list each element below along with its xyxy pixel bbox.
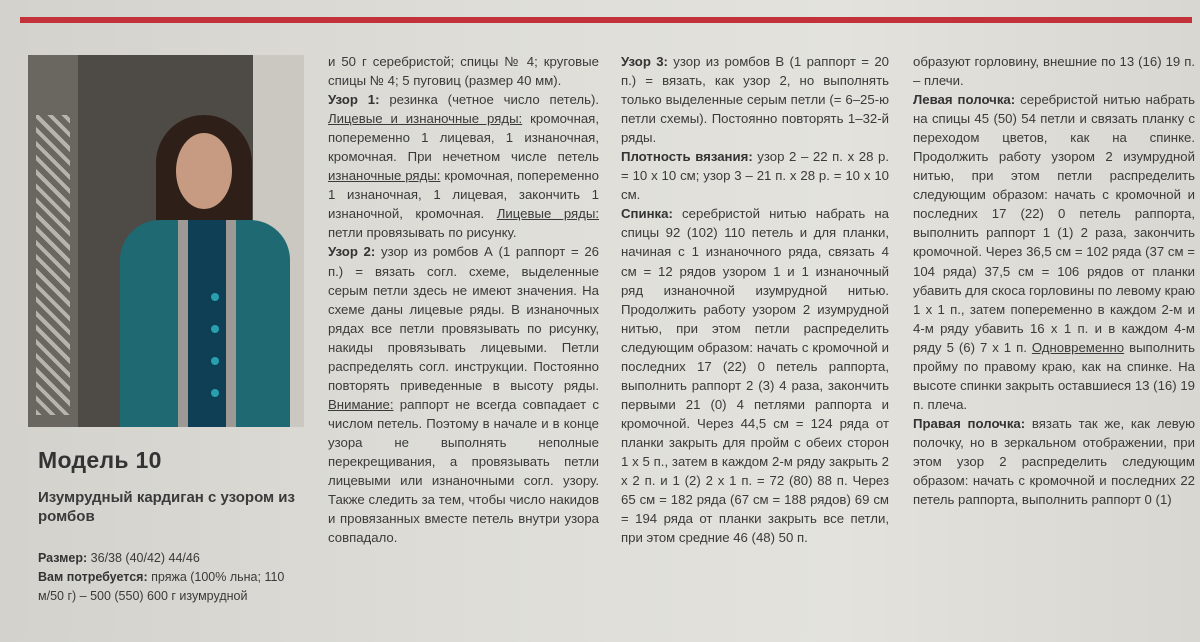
section-heading: Левая полочка:	[913, 92, 1016, 108]
section-heading: Узор 1:	[328, 92, 380, 108]
model-title: Модель 10	[38, 447, 162, 473]
text-column-3	[913, 52, 1195, 509]
size-value: 36/38 (40/42) 44/46	[90, 551, 200, 565]
materials-value: пряжа (100% льна; 110 м/50 г) – 500 (550) 600 г изумрудной	[38, 570, 285, 603]
size-line	[38, 549, 308, 568]
underlined-text: Лицевые и изнаночные ряды:	[328, 111, 523, 127]
materials-label: Вам потребуется:	[38, 570, 148, 584]
size-label: Размер:	[38, 551, 88, 565]
red-rule	[20, 17, 1192, 23]
paragraph: Узор 3: узор из ромбов В (1 раппорт = 20 п.) = вязать, как узор 2, но выполнять только выделенные серым петли (= 6–25-ю петли схемы). Постоянно повторять 1–32-й ряды.	[621, 54, 889, 146]
text-column-2	[621, 52, 889, 547]
underlined-text: Внимание:	[328, 396, 394, 412]
materials-line	[38, 568, 308, 606]
text-column-1	[328, 52, 599, 547]
paragraph: Плотность вязания: узор 2 – 22 п. x 28 р. = 10 x 10 см; узор 3 – 21 п. x 28 р. = 10 x 10 см.	[621, 149, 890, 203]
paragraph: образуют горловину, внешние по 13 (16) 19 п. – плечи.	[913, 54, 1195, 89]
paragraph: Узор 2: узор из ромбов А (1 раппорт = 26 п.) = вязать согл. схеме, выделенные серым петли здесь не имеют значения. На схеме даны лицевые ряды. В изнаночных рядах все петли провязывать по рисунку, накиды провязывать лицевыми. Петли распределять согл. инструкции. Постоянно повторять приведенные в высоту ряды. Внимание: раппорт не всегда совпадает с числом петель. Поэтому в начале и в конце узора не выполнять неполные перекрещивания, а провязывать петли лицевыми или изнаночными согл. узору. Также следить за тем, чтобы число накидов и провязанных вместе петель внутри узора совпадало.	[328, 244, 599, 546]
paragraph: Узор 1: резинка (четное число петель). Лицевые и изнаночные ряды: кромочная, попеременно 1 лицевая, 1 изнаночная, кромочная. При нечетном числе петель изнаночные ряды: кромочная, попеременно 1 изнаночная, 1 лицевая, закончить 1 изнаночной, кромочная. Лицевые ряды: петли провязывать по рисунку.	[328, 92, 599, 241]
paragraph: Левая полочка: серебристой нитью набрать на спицы 45 (50) 54 петли и связать планку с переходом цветов, как на спинке. Продолжить работу узором 2 изумрудной нитью, при этом петли распределить следующим образом: начать с кромочной и последних 17 (22) 0 петель раппорта, выполнить раппорт 1 (1) 2 раза, закончить кромочной. Через 36,5 см = 102 ряда (37 см = 104 ряда) 37,5 см = 106 рядов от планки убавить для скоса горловины по левому краю 1 x 1 п., затем попеременно в каждом 2-м и 4-м ряду убавить 16 x 1 п. и в каждом 4-м ряду 5 (6) 7 x 1 п. Одновременно выполнить пройму по правому краю, как на спинке. На высоте спинки закрыть оставшиеся 13 (16) 19 п. плеча.	[913, 92, 1195, 412]
paragraph: и 50 г серебристой; спицы № 4; круговые спицы № 4; 5 пуговиц (размер 40 мм).	[328, 54, 599, 89]
paragraph: Спинка: серебристой нитью набрать на спицы 92 (102) 110 петель и для планки, начиная с 1 изнаночного ряда, связать 4 см = 12 рядов узором 1 и 1 изнаночный ряд изнаночной изумрудной нитью. Продолжить работу узором 2 изумрудной нитью, при этом петли распределить следующим образом: начать с кромочной и последних 17 (22) 0 петель раппорта, выполнить раппорт 2 (3) 4 раза, закончить первыми 21 (0) 4 петлями раппорта и кромочной. Через 44,5 см = 124 ряда от планки закрыть для пройм с обеих сторон 1 x 5 п., затем в каждом 2-м ряду закрыть 2 x 2 п. и 1 (2) 2 x 1 п. = 72 (80) 88 п. Через 65 см = 182 ряда (67 см = 188 рядов) 69 см = 194 ряда от планки закрыть все петли, при этом средние 46 (48) 50 п.	[621, 206, 889, 546]
section-heading: Узор 2:	[328, 244, 376, 260]
section-heading: Спинка:	[621, 206, 673, 222]
underlined-text: Лицевые ряды:	[496, 206, 599, 222]
underlined-text: Одновременно	[1031, 339, 1125, 355]
model-photo	[28, 55, 304, 427]
section-heading: Правая полочка:	[913, 415, 1026, 431]
model-subtitle: Изумрудный кардиган с узором из ромбов	[38, 489, 295, 525]
underlined-text: изнаночные ряды:	[328, 168, 441, 184]
section-heading: Плотность вязания:	[621, 149, 753, 165]
specs	[38, 549, 308, 606]
paragraph: Правая полочка: вязать так же, как левую полочку, но в зеркальном отображении, при этом узор 2 распределить следующим образом: начать с кромочной и последних 22 петель раппорта, выполнить раппорт 0 (1)	[913, 415, 1195, 508]
section-heading: Узор 3:	[621, 54, 668, 69]
